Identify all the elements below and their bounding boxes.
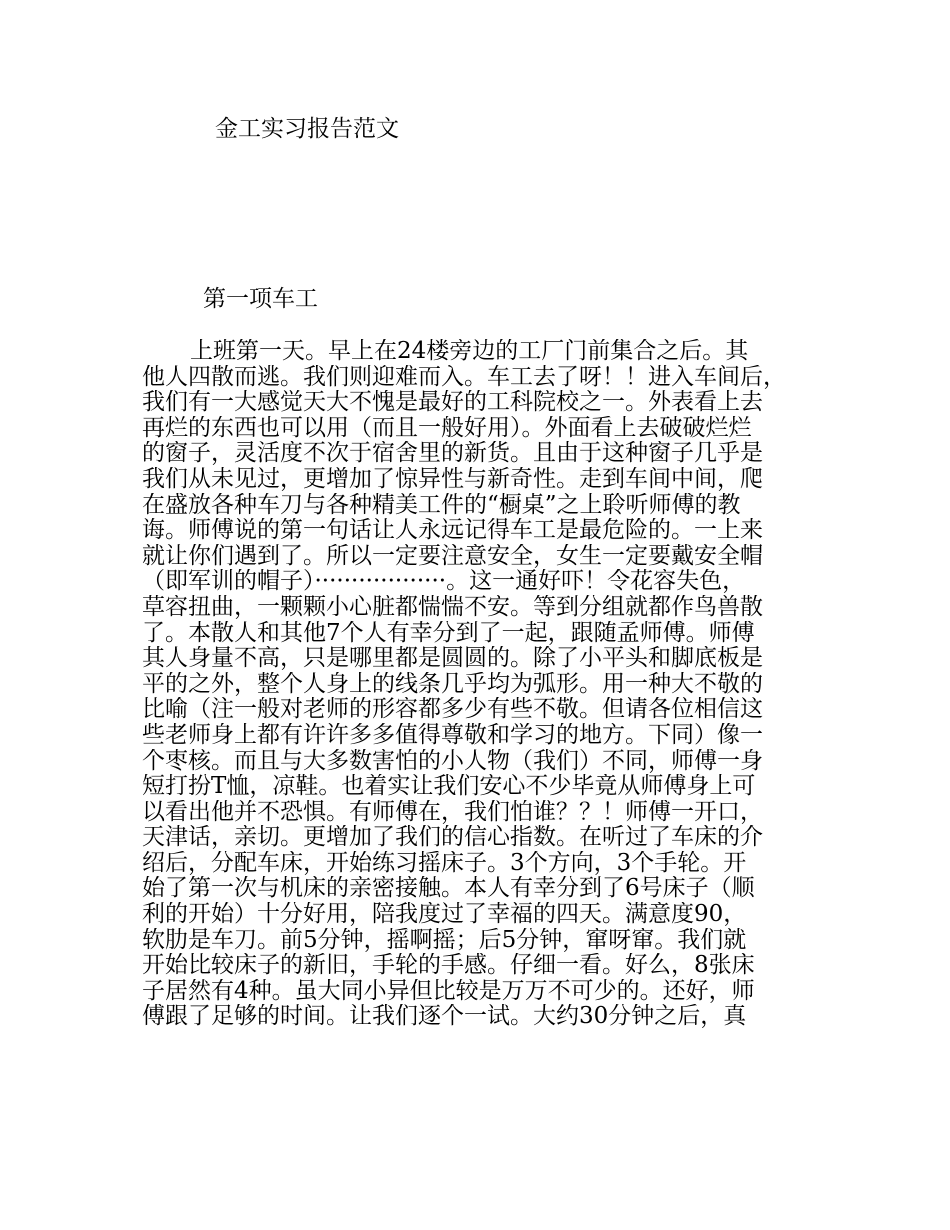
paragraph-line: 傅跟了足够的时间。让我们逐个一试。大约30分钟之后，真 <box>142 1004 747 1030</box>
paragraph-line: 子居然有4种。虽大同小异但比较是万万不可少的。还好，师 <box>142 978 755 1004</box>
paragraph-line: 开始比较床子的新旧，手轮的手感。仔细一看。好么，8张床 <box>142 953 755 979</box>
paragraph-line: 再烂的东西也可以用（而且一般好用）。外面看上去破破烂烂 <box>142 415 752 441</box>
paragraph-line: 始了第一次与机床的亲密接触。本人有幸分到了6号床子（顺 <box>142 876 755 902</box>
document-title: 金工实习报告范文 <box>215 116 399 142</box>
paragraph-line: （即军训的帽子）··················。这一通好吓！令花容失色， <box>142 569 746 595</box>
paragraph-line: 比喻（注一般对老师的形容都多少有些不敬。但请各位相信这 <box>142 697 763 723</box>
paragraph-line: 其人身量不高，只是哪里都是圆圆的。除了小平头和脚底板是 <box>142 646 763 672</box>
paragraph-line: 我们从未见过，更增加了惊异性与新奇性。走到车间中间，爬 <box>142 466 763 492</box>
paragraph-line: 天津话，亲切。更增加了我们的信心指数。在听过了车床的介 <box>142 825 763 851</box>
section-heading: 第一项车工 <box>203 286 318 312</box>
paragraph-line: 诲。师傅说的第一句话让人永远记得车工是最危险的。一上来 <box>142 518 763 544</box>
paragraph-line: 在盛放各种车刀与各种精美工件的“橱桌”之上聆听师傅的教 <box>142 492 741 518</box>
paragraph-line: 就让你们遇到了。所以一定要注意安全，女生一定要戴安全帽 <box>142 543 763 569</box>
paragraph-line: 他人四散而逃。我们则迎难而入。车工去了呀！！进入车间后， <box>142 364 786 390</box>
body-paragraph <box>142 339 832 1030</box>
paragraph-line: 些老师身上都有许许多多值得尊敬和学习的地方。下同）像一 <box>142 722 763 748</box>
paragraph-line: 以看出他并不恐惧。有师傅在，我们怕谁？？！师傅一开口， <box>142 799 763 825</box>
paragraph-line: 的窗子，灵活度不次于宿舍里的新货。且由于这种窗子几乎是 <box>142 441 763 467</box>
paragraph-line: 上班第一天。早上在24楼旁边的工厂门前集合之后。其 <box>190 339 749 364</box>
paragraph-line: 利的开始）十分好用，陪我度过了幸福的四天。满意度90， <box>142 902 747 928</box>
paragraph-line: 我们有一大感觉天大不愧是最好的工科院校之一。外表看上去 <box>142 390 763 416</box>
paragraph-line: 绍后，分配车床，开始练习摇床子。3个方向，3个手轮。开 <box>142 850 747 876</box>
paragraph-line: 草容扭曲，一颗颗小心脏都惴惴不安。等到分组就都作鸟兽散 <box>142 594 763 620</box>
paragraph-line: 平的之外，整个人身上的线条几乎均为弧形。用一种大不敬的 <box>142 671 763 697</box>
paragraph-line: 短打扮T恤，凉鞋。也着实让我们安心不少毕竟从师傅身上可 <box>142 774 756 800</box>
paragraph-line: 软肋是车刀。前5分钟，摇啊摇；后5分钟，窜呀窜。我们就 <box>142 927 747 953</box>
paragraph-line: 了。本散人和其他7个人有幸分到了一起，跟随孟师傅。师傅 <box>142 620 755 646</box>
paragraph-line: 个枣核。而且与大多数害怕的小人物（我们）不同，师傅一身 <box>142 748 763 774</box>
